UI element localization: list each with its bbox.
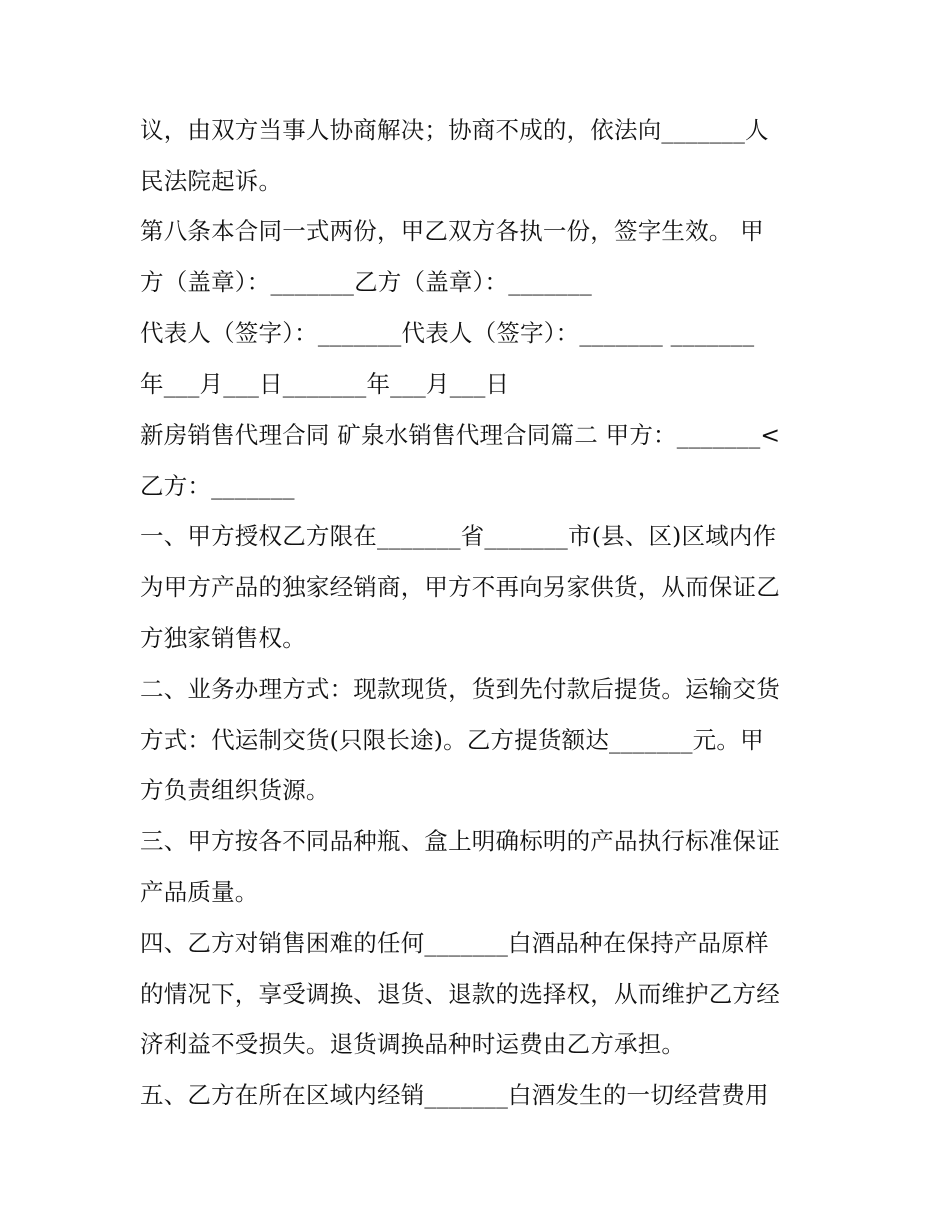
text-line: 乙方：_______ [140,472,295,500]
text-line: 民法院起诉。 [140,167,283,195]
text-line: 方负责组织货源。 [140,776,330,804]
text-line: 方（盖章）：_______乙方（盖章）：_______ [140,268,592,296]
text-line: 三、甲方按各不同品种瓶、盒上明确标明的产品执行标准保证 [140,827,780,855]
text-line: 第八条本合同一式两份，甲乙双方各执一份，签字生效。 甲 [140,217,764,245]
text-line: 四、乙方对销售困难的任何_______白酒品种在保持产品原样 [140,929,769,957]
text-line: 一、甲方授权乙方限在_______省_______市(县、区)区域内作 [140,522,777,550]
text-line: 为甲方产品的独家经销商，甲方不再向另家供货，从而保证乙 [140,573,780,601]
text-line: 方独家销售权。 [140,624,306,652]
text-line: 代表人（签字）：_______代表人（签字）：_______ _______ [140,319,755,347]
text-line: 议，由双方当事人协商解决；协商不成的，依法向_______人 [140,116,769,144]
text-line: 五、乙方在所在区域内经销_______白酒发生的一切经营费用 [140,1081,769,1109]
text-line: 济利益不受损失。退货调换品种时运费由乙方承担。 [140,1030,686,1058]
text-line: 新房销售代理合同 矿泉水销售代理合同篇二 甲方：_______< [140,421,781,449]
text-line: 年___月___日_______年___月___日 [140,370,510,398]
text-line: 的情况下，享受调换、退货、退款的选择权，从而维护乙方经 [140,980,780,1008]
text-line: 产品质量。 [140,878,259,906]
text-line: 二、业务办理方式：现款现货，货到先付款后提货。运输交货 [140,675,780,703]
text-line: 方式：代运制交货(只限长途)。乙方提货额达_______元。甲 [140,726,764,754]
